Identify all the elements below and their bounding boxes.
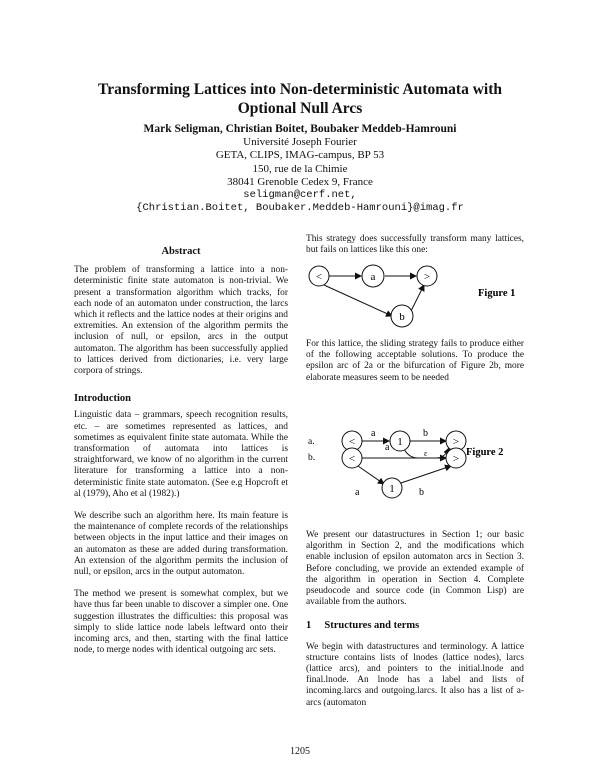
figure-2-caption: Figure 2 bbox=[466, 447, 504, 458]
section-1-number: 1 bbox=[306, 620, 312, 632]
fig2b-arc-b bbox=[398, 466, 451, 484]
affiliation-4: 38041 Grenoble Cedex 9, France bbox=[227, 175, 373, 188]
affiliation-3: 150, rue de la Chimie bbox=[252, 162, 348, 175]
svg-text:>: > bbox=[452, 436, 460, 448]
author-block bbox=[60, 123, 540, 215]
figure-1-caption: Figure 1 bbox=[478, 288, 516, 299]
fig2a-arc-label-b: b bbox=[423, 428, 428, 439]
affiliation-2: GETA, CLIPS, IMAG-campus, BP 53 bbox=[215, 149, 385, 162]
fig1-arc-start-b bbox=[324, 285, 392, 316]
fig2b-arc-label-top-a: a bbox=[385, 442, 390, 453]
fig1-node-end bbox=[417, 266, 437, 286]
svg-text:<: < bbox=[348, 453, 356, 465]
intro-paragraph-3: The method we present is somewhat complex, but we have thus far been unable to discover a simpler one. One suggestion illustrates the difficulties: this proposal was simply to slide lattice node labels leftward onto their incoming arcs, and then, starting with the final lattice node, to merge nodes with identical outgoing arc sets. bbox=[74, 589, 288, 656]
fig2b-node-start bbox=[342, 448, 362, 468]
fig2a-arc-label-epsilon: ε bbox=[424, 449, 428, 458]
right-column-bottom bbox=[306, 530, 524, 709]
title-line-1: Transforming Lattices into Non-deterministic Automata with bbox=[98, 81, 502, 98]
fig2a-arc-label-a: a bbox=[371, 428, 376, 439]
email-2: {Christian.Boitet, Boubaker.Meddeb-Hamrouni}@imag.fr bbox=[136, 202, 464, 215]
fig2b-node-1 bbox=[382, 478, 402, 498]
affiliation-1: Université Joseph Fourier bbox=[243, 136, 357, 149]
abstract-text: The problem of transforming a lattice into a non-deterministic finite state automaton is non-trivial. We present a transformation algorithm which tracks, for each node of an automaton under construction, the larcs which it reflects and the lattice nodes at their origins and extremities. An extension of the algorithm permits the inclusion of null, or epsilon, arcs in the output automaton. The algorithm has been successfully applied to lattices derived from dictionaries, i.e. very large corpora of strings. bbox=[74, 265, 288, 377]
email-1: seligman@cerf.net, bbox=[243, 189, 357, 202]
fig1-node-a bbox=[362, 265, 384, 287]
fig2b-node-end bbox=[446, 448, 466, 468]
left-column bbox=[74, 246, 288, 657]
fig2-label-b: b. bbox=[308, 453, 316, 463]
author-names: Mark Seligman, Christian Boitet, Boubaker Meddeb-Hamrouni bbox=[143, 123, 457, 135]
svg-text:>: > bbox=[452, 453, 460, 465]
fig2b-arc-bottom-a bbox=[358, 466, 384, 484]
intro-paragraph-2: We describe such an algorithm here. Its main feature is the maintenance of complete records of the relationships between objects in the input lattice and their images on an automaton as these are added during transformation. An extension of the algorithm permits the inclusion of null, or epsilon, arcs in the output automaton. bbox=[74, 511, 288, 578]
right-column-mid bbox=[306, 339, 524, 384]
right-paragraph-1: This strategy does successfully transform many lattices, but fails on lattices like this one: bbox=[306, 234, 524, 256]
figure-2 bbox=[306, 396, 526, 506]
svg-text:>: > bbox=[423, 271, 431, 283]
svg-text:1: 1 bbox=[389, 483, 395, 495]
fig1-node-b bbox=[391, 305, 413, 327]
svg-text:a: a bbox=[370, 271, 376, 283]
svg-text:<: < bbox=[315, 271, 323, 283]
fig2a-node-1 bbox=[390, 431, 410, 451]
abstract-heading: Abstract bbox=[161, 246, 201, 257]
svg-text:b: b bbox=[399, 311, 405, 323]
section-1-heading bbox=[306, 620, 524, 631]
title-line-2: Optional Null Arcs bbox=[237, 100, 363, 117]
right-paragraph-3: We present our datastructures in Section 1; our basic algorithm in Section 2, and the modifications which enable inclusion of epsilon automaton arcs in Section 3. Before concluding, we provide an extended example of the algorithm in operation in Section 4. Complete pseudocode and source code (in Common Lisp) are available from the authors. bbox=[306, 530, 524, 608]
section-1-title: Structures and terms bbox=[324, 620, 420, 632]
right-column-top bbox=[306, 234, 524, 256]
fig2-label-a: a. bbox=[308, 437, 315, 447]
svg-text:<: < bbox=[348, 436, 356, 448]
intro-paragraph-1: Linguistic data – grammars, speech recognition results, etc. – are sometimes represented as lattices, and sometimes as equivalent finite state automata. While the transformation of automata into lattices is straightforward, we know of no algorithm in the current literature for transforming a lattice into a non-deterministic finite state automaton. (See e.g Hopcroft et al (1979), Aho et al (1982).) bbox=[74, 410, 288, 499]
svg-text:1: 1 bbox=[397, 436, 403, 448]
fig1-node-start bbox=[309, 266, 329, 286]
fig1-arc-b-end bbox=[410, 285, 424, 313]
figure-1 bbox=[306, 258, 526, 328]
right-paragraph-4: We begin with datastructures and terminology. A lattice structure contains lists of lnodes (lattice nodes), larcs (lattice arcs), and pointers to the initial.lnode and final.lnode. An lnode has a label and lists of incoming.larcs and outgoing.larcs. It also has a list of a-arcs (automaton bbox=[306, 641, 524, 708]
introduction-heading: Introduction bbox=[74, 393, 131, 405]
page-number: 1205 bbox=[290, 746, 310, 757]
fig2b-arc-label-bottom-a: a bbox=[355, 487, 360, 498]
right-paragraph-2: For this lattice, the sliding strategy fails to produce either of the following acceptable solutions. To produce the epsilon arc of 2a or the bifurcation of Figure 2b, more elaborate measures seem to be needed bbox=[306, 339, 524, 383]
paper-title bbox=[60, 80, 540, 118]
fig2b-arc-label-b: b bbox=[419, 487, 424, 498]
